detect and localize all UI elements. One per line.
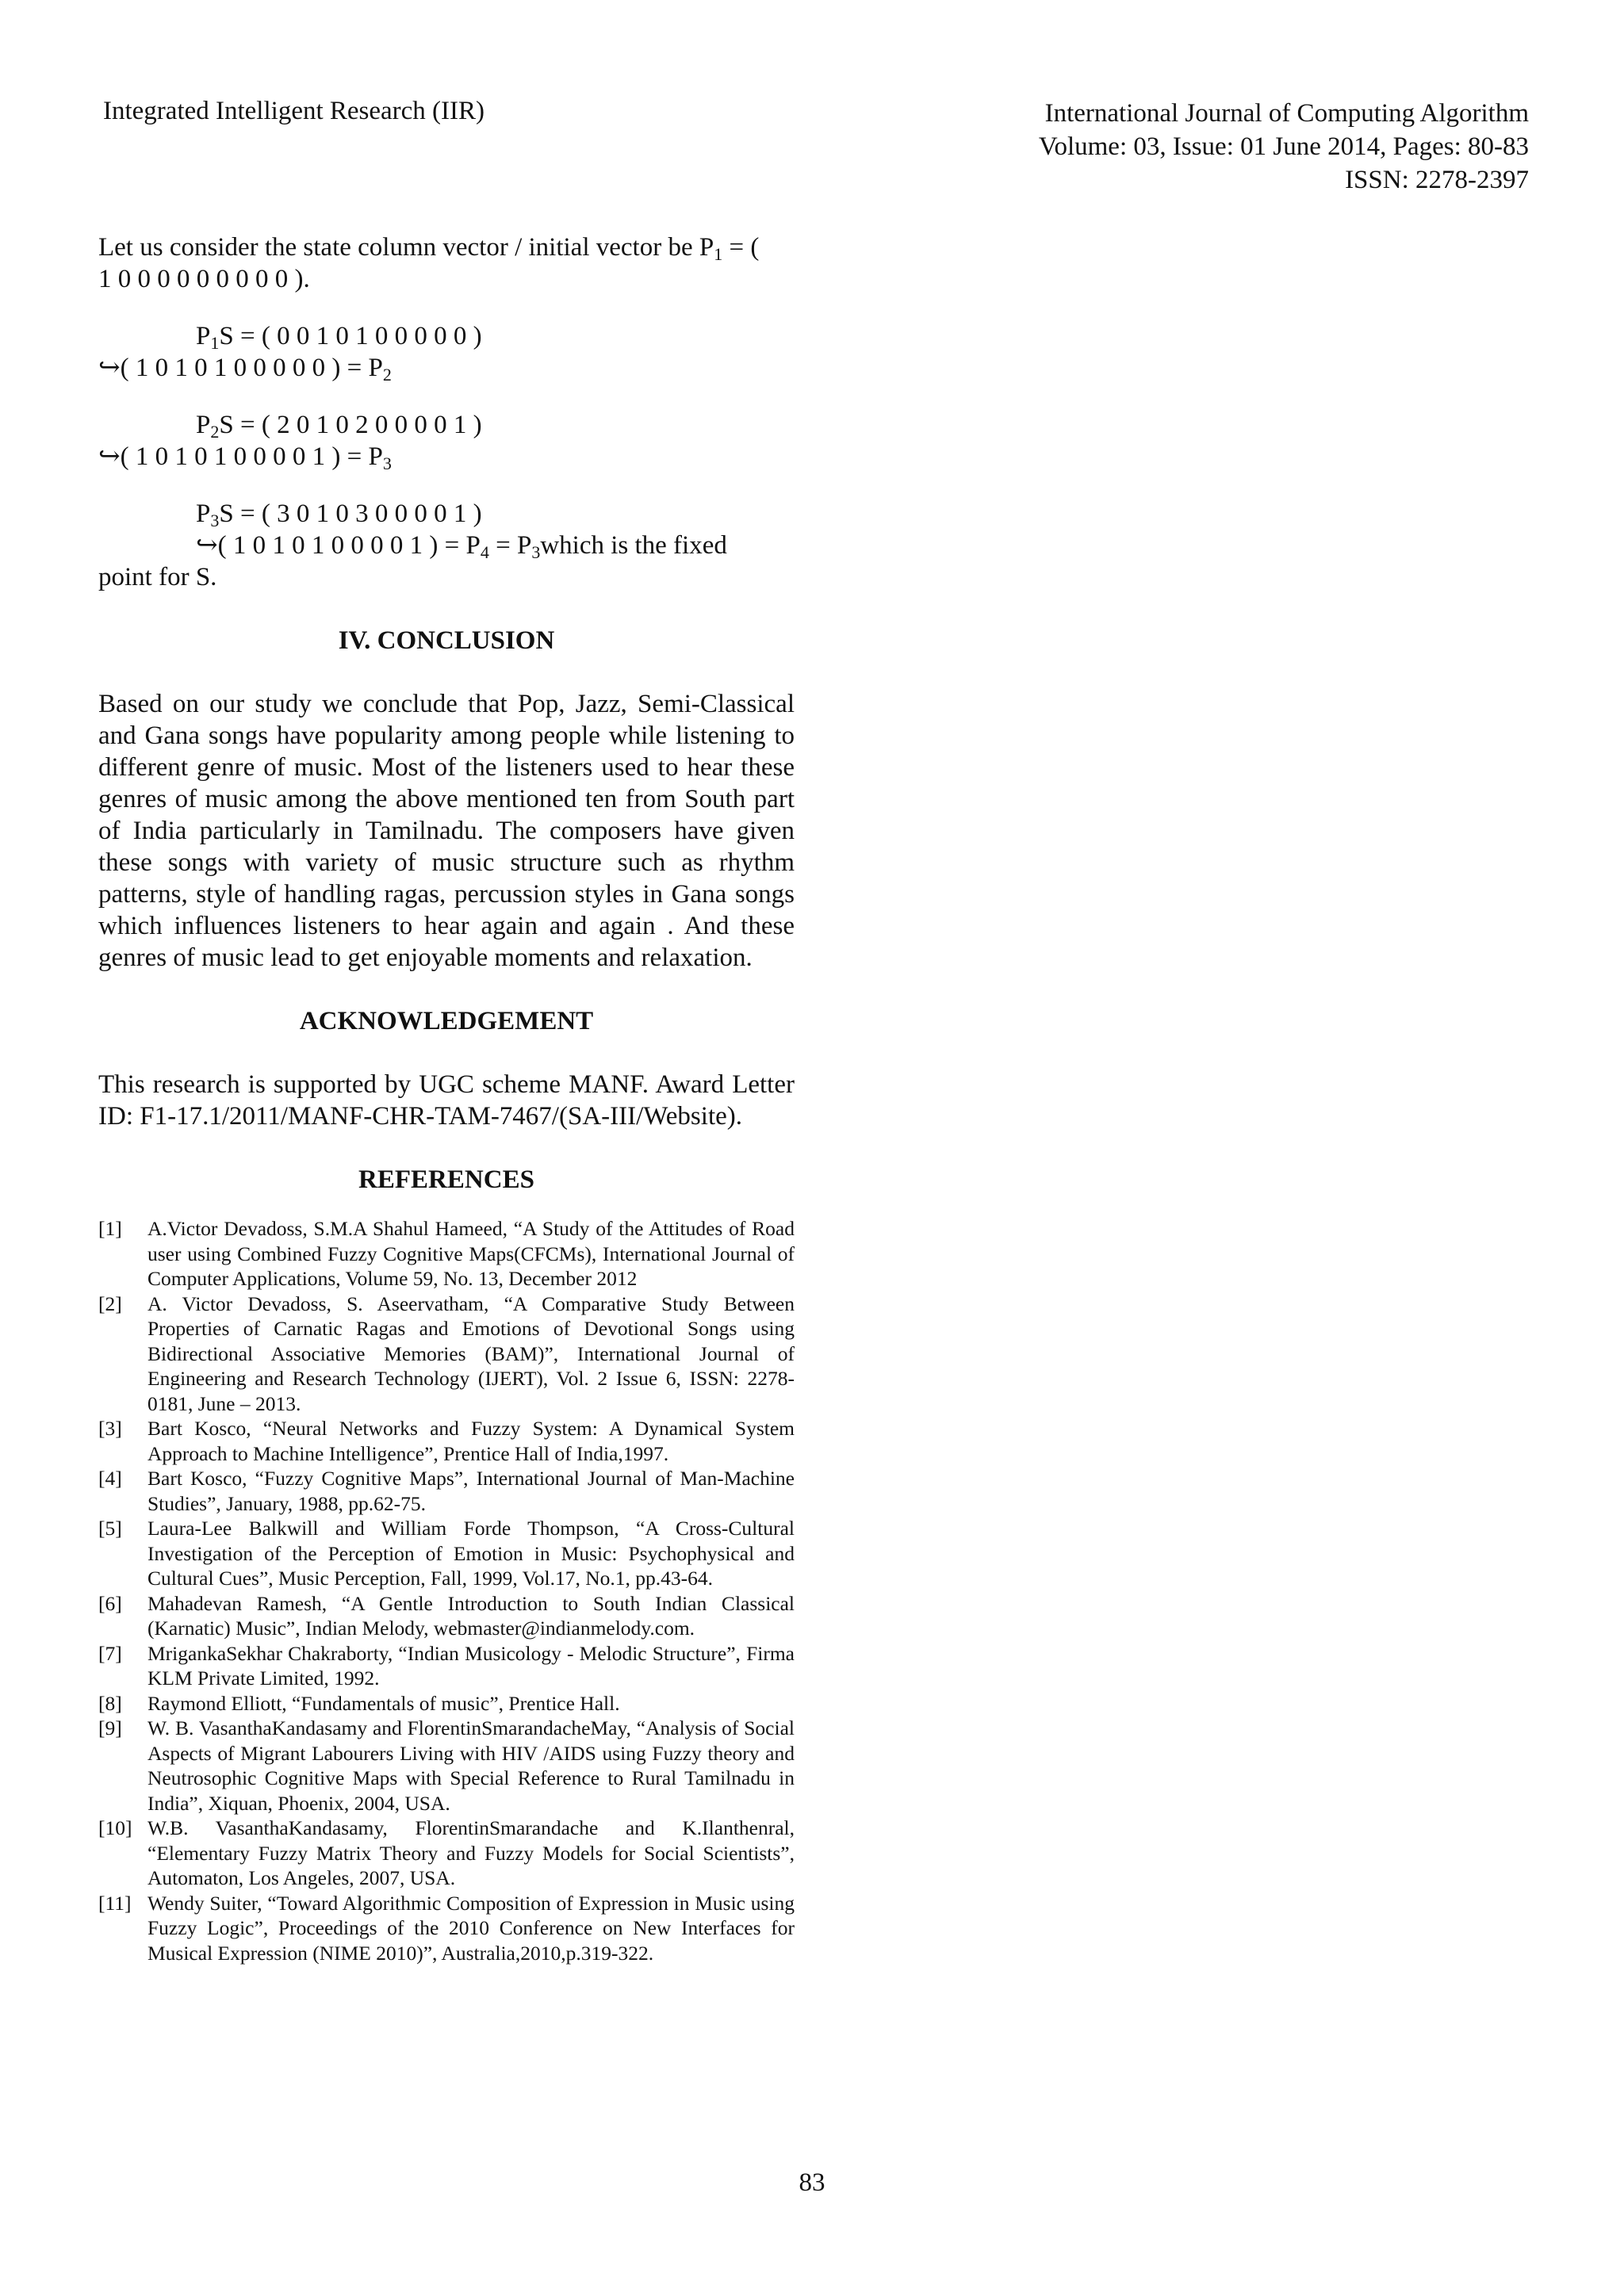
conclusion-paragraph: Based on our study we conclude that Pop, Jazz, Semi-Classical and Gana songs have popularity among people while listening to different genre of music. Most of the listeners used to hear these genres of music among the above mentioned ten from South part of India particularly in Tamilnadu. The composers have given these songs with variety of music structure such as rhythm patterns, style of handling ragas, percussion styles in Gana songs which influences listeners to hear again and again . And these genres of music lead to get enjoyable moments and relaxation. (98, 690, 795, 972)
reference-item: [5] Laura-Lee Balkwill and William Forde Thompson, “A Cross-Cultural Investigation of the Perception of Emotion in Music: Psychophysical and Cultural Cues”, Music Perception, Fall, 1999, Vol.17, No.1, pp.43-64. (98, 1517, 795, 1590)
reference-item: [6] Mahadevan Ramesh, “A Gentle Introduction to South Indian Classical (Karnatic) Music”, Indian Melody, webmaster@indianmelody.com. (98, 1591, 795, 1640)
page-number: 83 (799, 2168, 825, 2197)
intro-paragraph: Let us consider the state column vector / initial vector be $P_1$ = ( 1 0 0 0 0 0 0 0 0 0 ). (98, 233, 760, 293)
iteration-step-1: $P_1S$ = ( 0 0 1 0 1 0 0 0 0 0 ) ↪( 1 0 1 0 1 0 0 0 0 0 ) = $P_2$ (98, 322, 482, 385)
left-column (98, 232, 795, 1965)
reference-item: [10] W.B. VasanthaKandasamy, FlorentinSmarandache and K.Ilanthenral, “Elementary Fuzzy Matrix Theory and Fuzzy Models for Social Scientists”, Automaton, Los Angeles, 2007, USA. (98, 1816, 795, 1889)
reference-item: [9] W. B. VasanthaKandasamy and FlorentinSmarandacheMay, “Analysis of Social Aspects of Migrant Labourers Living with HIV /AIDS using Fuzzy theory and Neutrosophic Cognitive Maps with Special Reference to Rural Tamilnadu in India”, Xiquan, Phoenix, 2004, USA. (98, 1716, 795, 1815)
reference-item: [3] Bart Kosco, “Neural Networks and Fuzzy System: A Dynamical System Approach to Machine Intelligence”, Prentice Hall of India,1997. (98, 1417, 795, 1465)
iteration-step-2: $P_2S$ = ( 2 0 1 0 2 0 0 0 0 1 ) ↪( 1 0 1 0 1 0 0 0 0 1 ) = $P_3$ (98, 411, 482, 473)
reference-item: [7] MrigankaSekhar Chakraborty, “Indian Musicology - Melodic Structure”, Firma KLM Private Limited, 1992. (98, 1641, 795, 1689)
journal-name: International Journal of Computing Algorithm (1044, 99, 1529, 128)
reference-item: [4] Bart Kosco, “Fuzzy Cognitive Maps”, International Journal of Man-Machine Studies”, January, 1988, pp.62-75. (98, 1467, 795, 1515)
acknowledgement-heading: ACKNOWLEDGEMENT (299, 1007, 594, 1035)
running-header-left: Integrated Intelligent Research (IIR) (103, 97, 485, 125)
reference-item: [1] A.Victor Devadoss, S.M.A Shahul Hameed, “A Study of the Attitudes of Road user using Combined Fuzzy Cognitive Maps(CFCMs), International Journal of Computer Applications, Volume 59, No. 13, December 2012 (98, 1217, 795, 1290)
acknowledgement-paragraph: This research is supported by UGC scheme MANF. Award Letter ID: F1-17.1/2011/MANF-CHR-TAM-7467/(SA-III/Website). (98, 1070, 795, 1131)
reference-item: [8] Raymond Elliott, “Fundamentals of music”, Prentice Hall. (98, 1691, 620, 1715)
reference-list (98, 1216, 795, 1965)
running-header-right (1039, 97, 1529, 197)
reference-item: [2] A. Victor Devadoss, S. Aseervatham, “A Comparative Study Between Properties of Carnatic Ragas and Emotions of Devotional Songs using Bidirectional Associative Memories (BAM)”, International Journal of Engineering and Research Technology (IJERT), Vol. 2 Issue 6, ISSN: 2278-0181, June – 2013. (98, 1292, 795, 1415)
iteration-step-3: $P_3S$ = ( 3 0 1 0 3 0 0 0 0 1 ) ↪( 1 0 1 0 1 0 0 0 0 1 ) = $P_4$ = $P_3which$ is the fixed point for S. (98, 499, 727, 591)
conclusion-heading: IV. CONCLUSION (338, 626, 555, 655)
issn: ISSN: 2278-2397 (1345, 166, 1529, 194)
reference-item: [11] Wendy Suiter, “Toward Algorithmic Composition of Expression in Music using Fuzzy Logic”, Proceedings of the 2010 Conference on New Interfaces for Musical Expression (NIME 2010)”, Australia,2010,p.319-322. (98, 1891, 795, 1965)
volume-issue-pages: Volume: 03, Issue: 01 June 2014, Pages: 80-83 (1038, 132, 1529, 161)
references-heading: REFERENCES (358, 1165, 534, 1194)
